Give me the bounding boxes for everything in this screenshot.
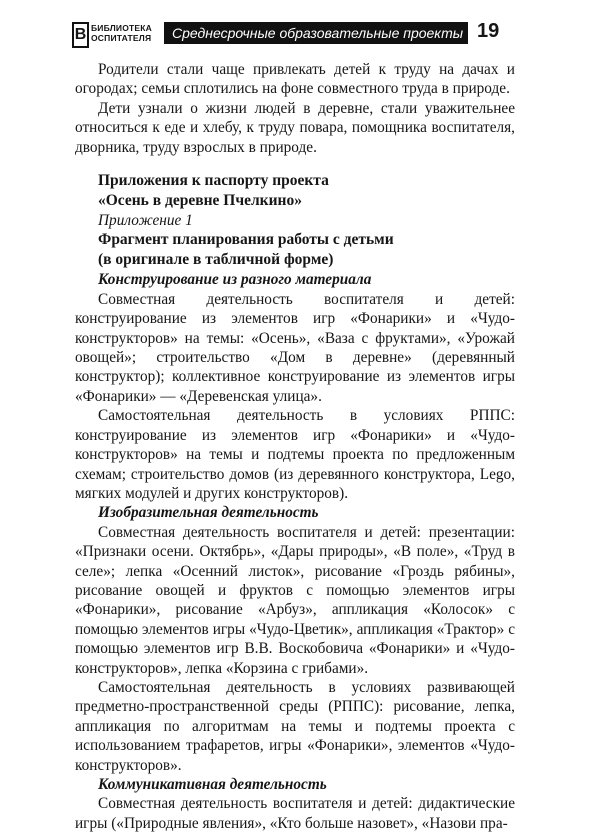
appendix-label: Приложение 1 [98,212,193,230]
section-construction-paragraph: Самостоятельная деятельность в условиях РППС: конструирование из элементов игр «Фонарики» и «Чудо-конструкторов» на темы и подтемы проекта по предложенным схемам; строительство домов (из деревянного конструктора, Lego, мягких модулей и других конструкторов). [75,407,515,502]
section-construction-paragraph: Совместная деятельность воспитателя и детей: конструирование из элементов игр «Фонарики» и «Чудо-конструкторов» на темы: «Осень», «Ваза с фруктами», «Урожай овощей»; строительство «Дом в деревне» (деревянный конструктор); коллективное конструирование из элементов игры «Фонарики» — «Деревенская улица». [75,290,515,405]
fragment-title-line1: Фрагмент планирования работы с детьми [98,231,394,249]
section-art-paragraph: Совместная деятельность воспитателя и детей: презентации: «Признаки осени. Октябрь», «Дары природы», «В поле», «Труд в селе»; лепка «Осенний листок», рисование «Гроздь рябины», рисование овощей и фруктов с помощью элементов игры «Фонарики», рисование «Арбуз», аппликация «Колосок» с помощью элементов игры «Чудо-Цветик», аппликация «Трактор» с помощью элементов игр В.В. Воскобовича «Фонарики» и «Чудо-конструкторов», лепка «Корзина с грибами». [75,523,515,677]
page-number: 19 [477,20,500,42]
series-logo: В [72,22,89,48]
chapter-title-banner: Среднесрочные образовательные проекты [164,22,468,44]
paragraph-parents: Родители стали чаще привлекать детей к труду на дачах и огородах; семьи сплотились на фоне совместного труда в природе. [75,61,515,98]
series-name [91,23,152,43]
page-header [72,22,516,46]
section-heading-art: Изобразительная деятельность [98,504,319,522]
section-heading-communication: Коммуникативная деятельность [98,776,327,793]
appendix-title-line1: Приложения к паспорту проекта [98,172,329,190]
section-communication-paragraph: Совместная деятельность воспитателя и детей: дидактические игры («Природные явления», «Кто больше назовет», «Назови пра- [75,795,515,832]
fragment-title-line2: (в оригинале в табличной форме) [98,251,334,269]
paragraph-children: Дети узнали о жизни людей в деревне, стали уважительнее относиться к еде и хлебу, к труду повара, помощника воспитателя, дворника, труду взрослых в природе. [75,99,515,156]
appendix-title-line2: «Осень в деревне Пчелкино» [98,192,302,210]
section-heading-construction: Конструирование из разного материала [98,271,372,289]
series-name-line2: ОСПИТАТЕЛЯ [91,33,152,43]
section-art-paragraph: Самостоятельная деятельность в условиях развивающей предметно-пространственной среды (РППС): рисование, лепка, аппликация по алгоритмам на темы и подтемы проекта с использованием трафаретов, игры «Фонарики», элементов «Чудо-конструкторов». [75,678,515,774]
series-name-line1: БИБЛИОТЕКА [91,23,152,33]
page-body [75,60,515,833]
